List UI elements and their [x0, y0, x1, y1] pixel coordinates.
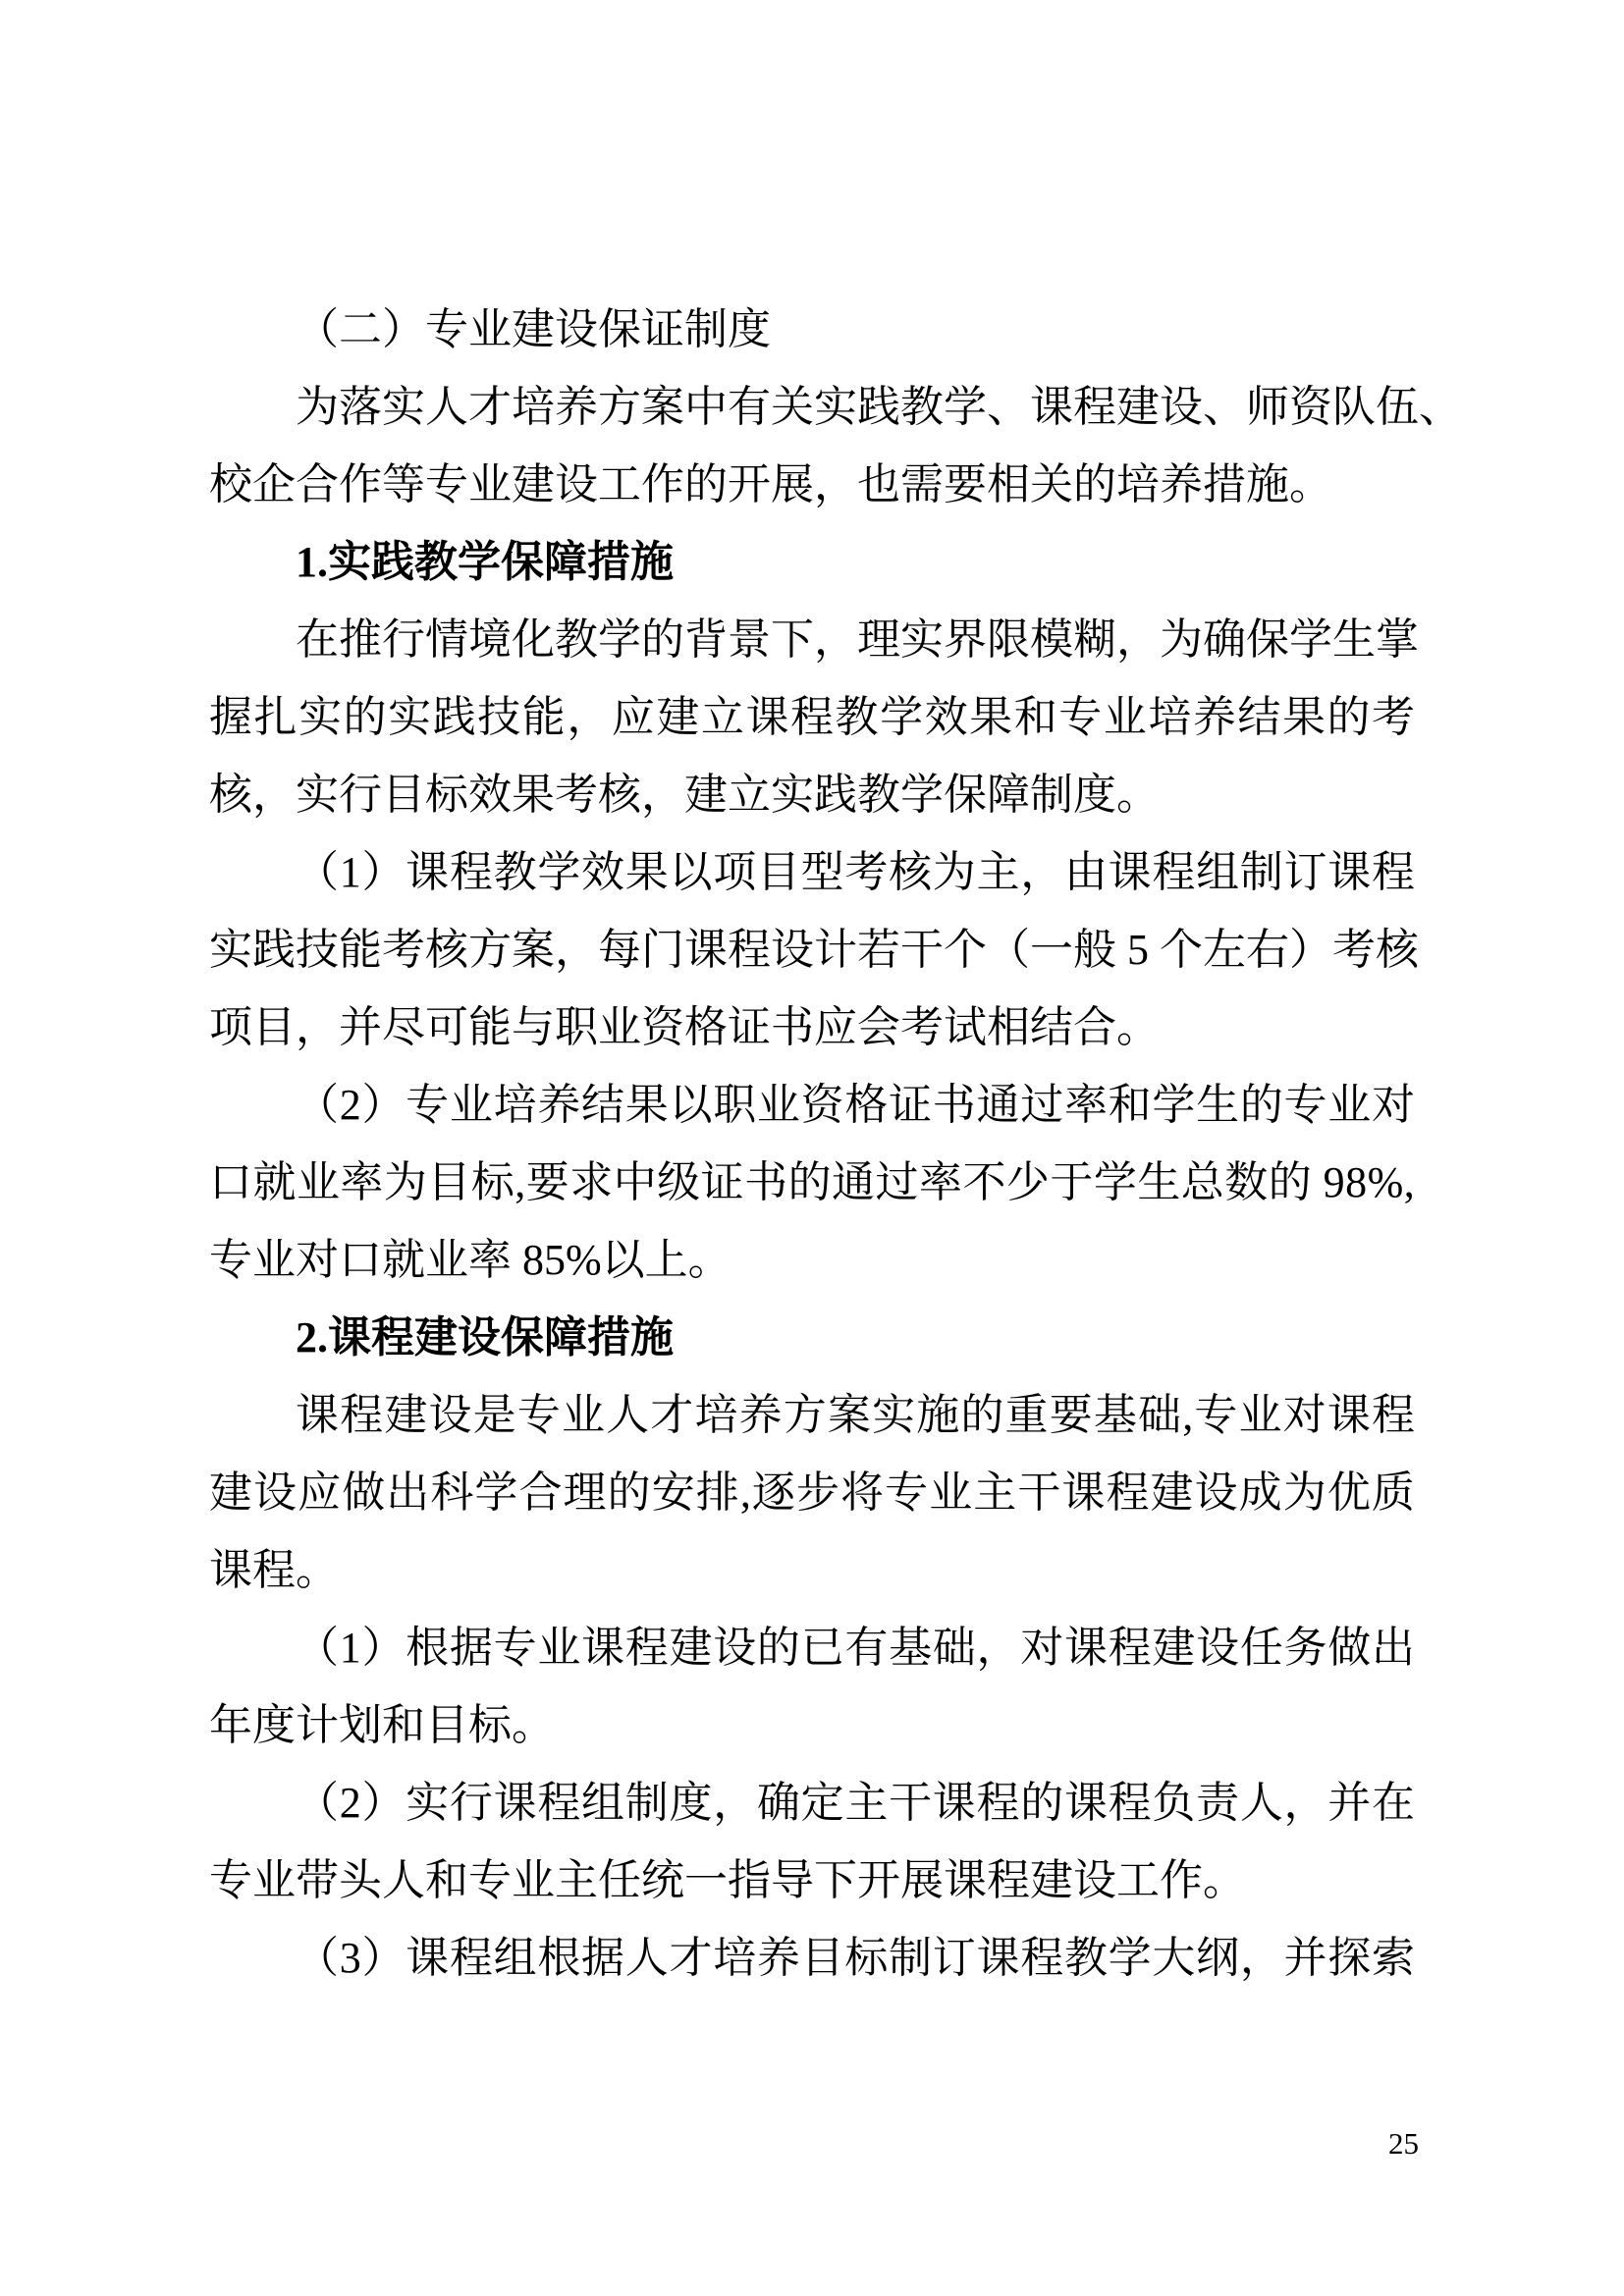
text-line: 口就业率为目标,要求中级证书的通过率不少于学生总数的 98%, — [209, 1158, 1416, 1206]
text-line: 核，实行目标效果考核，建立实践教学保障制度。 — [209, 771, 1160, 819]
text-line: 建设应做出科学合理的安排,逐步将专业主干课程建设成为优质 — [209, 1468, 1416, 1517]
text-line: 实践技能考核方案，每门课程设计若干个（一般 5 个左右）考核 — [209, 926, 1419, 974]
text-column — [209, 291, 1462, 1997]
text-line: （1）根据专业课程建设的已有基础，对课程建设任务做出 — [296, 1624, 1416, 1672]
text-line: 项目，并尽可能与职业资格证书应会考试相结合。 — [209, 1003, 1160, 1051]
heading-line: 1.实践教学保障措施 — [296, 538, 674, 586]
text-line: 在推行情境化教学的背景下，理实界限模糊，为确保学生掌 — [296, 615, 1419, 664]
text-line: （1）课程教学效果以项目型考核为主，由课程组制订课程 — [296, 848, 1416, 896]
text-line: 专业对口就业率 85%以上。 — [209, 1236, 731, 1284]
text-line: 校企合作等专业建设工作的开展，也需要相关的培养措施。 — [209, 460, 1332, 508]
page-number: 25 — [1388, 2126, 1419, 2161]
text-line: 握扎实的实践技能，应建立课程教学效果和专业培养结果的考 — [209, 693, 1417, 741]
text-line: （3）课程组根据人才培养目标制订课程教学大纲，并探索 — [296, 1934, 1416, 1982]
heading-line: 2.课程建设保障措施 — [296, 1313, 674, 1362]
text-line: 专业带头人和专业主任统一指导下开展课程建设工作。 — [209, 1856, 1246, 1904]
text-line: 课程建设是专业人才培养方案实施的重要基础,专业对课程 — [296, 1391, 1417, 1439]
text-line: 为落实人才培养方案中有关实践教学、课程建设、师资队伍、 — [296, 383, 1462, 431]
text-line: 课程。 — [209, 1546, 339, 1594]
text-line: （2）专业培养结果以职业资格证书通过率和学生的专业对 — [296, 1081, 1416, 1129]
text-line: 年度计划和目标。 — [209, 1701, 555, 1749]
heading-line: （二）专业建设保证制度 — [296, 305, 771, 353]
text-line: （2）实行课程组制度，确定主干课程的课程负责人，并在 — [296, 1779, 1416, 1827]
